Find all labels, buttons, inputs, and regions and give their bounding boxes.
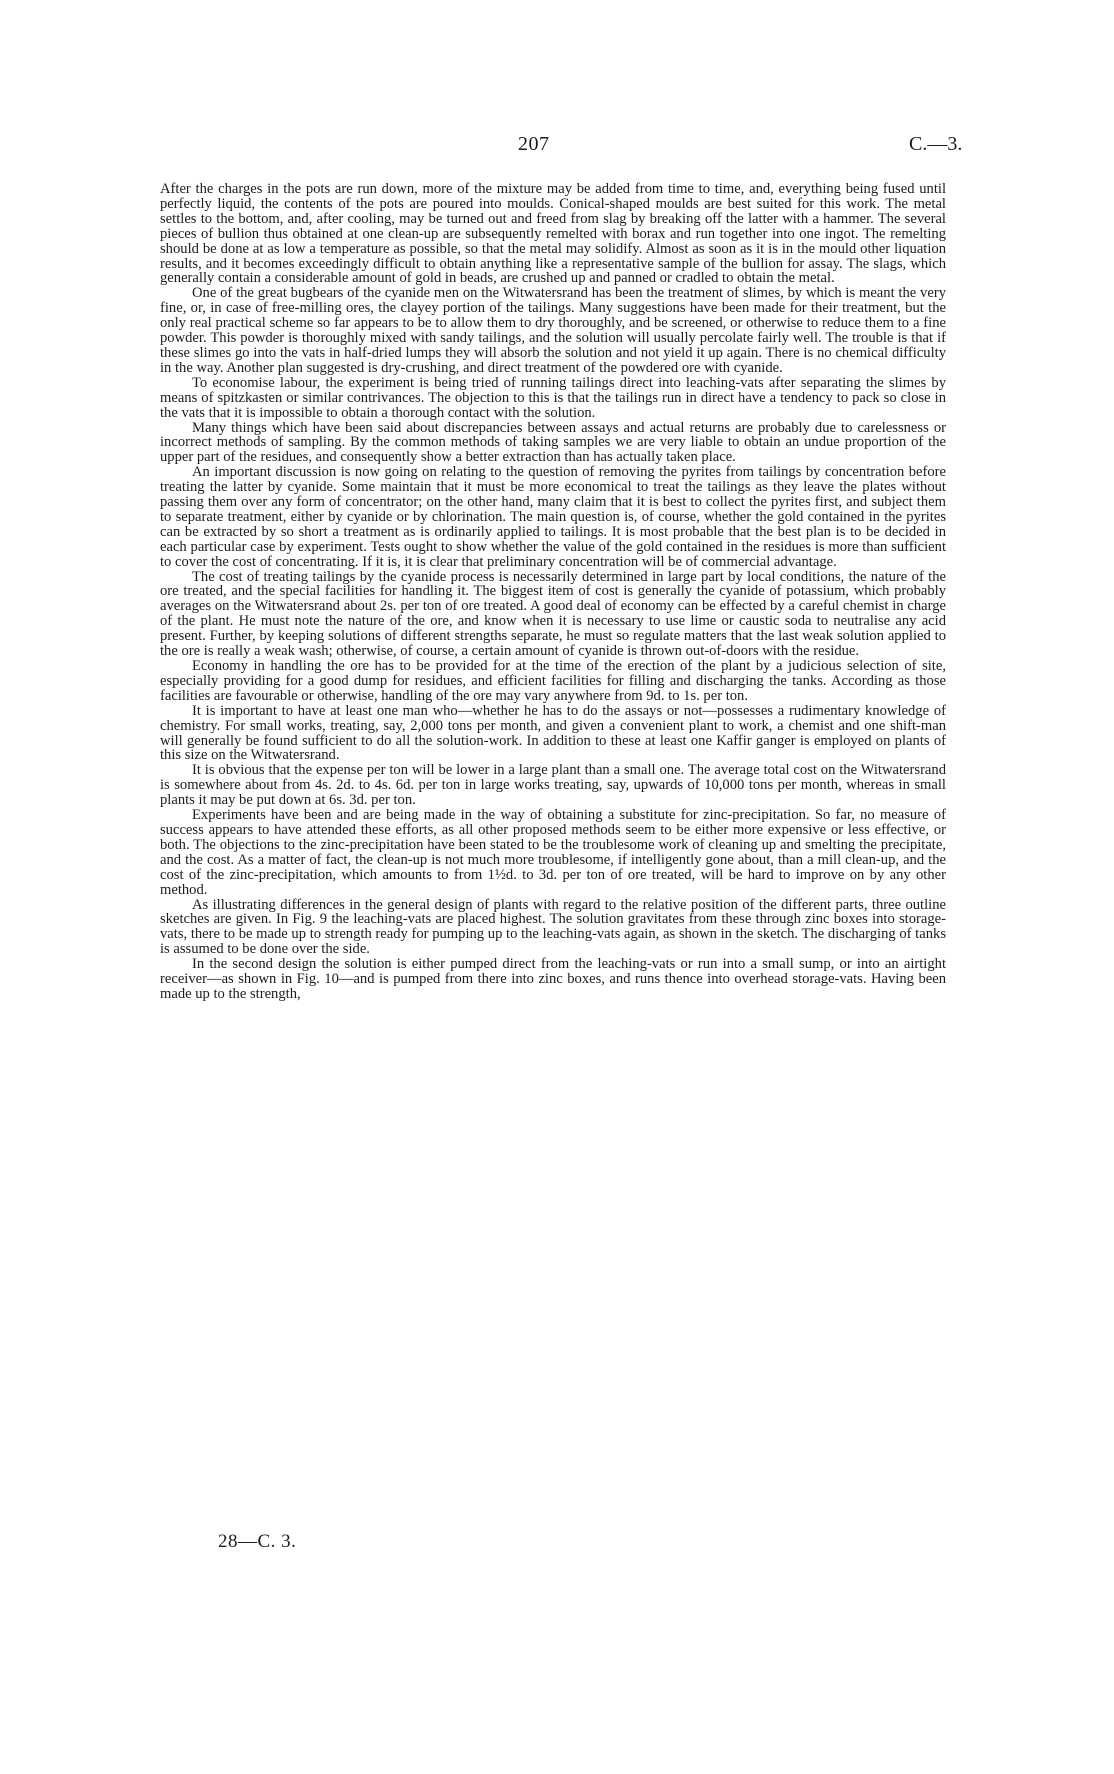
paragraph: It is important to have at least one man who—whether he has to do the assays or not—possesses a rudimentary knowledge of chemistry. For small works, treating, say, 2,000 tons per month, and given a convenient plant to work, a chemist and one shift-man will generally be found sufficient to do all the solution-work. In addition to these at least one Kaffir ganger is employed on plants of this size on the Witwatersrand. [160, 702, 946, 764]
paragraph: An important discussion is now going on relating to the question of removing the pyrites from tailings by concentration before treating the latter by cyanide. Some maintain that it must be more economical to treat the tailings as they leave the plates without passing them over any form of concentrator; on the other hand, many claim that it is best to collect the pyrites first, and subject them to separate treatment, either by cyanide or by chlorination. The main question is, of course, whether the gold contained in the pyrites can be extracted by so short a treatment as is ordinarily applied to tailings. It is most probable that the best plan is to be decided in each particular case by experiment. Tests ought to show whether the value of the gold contained in the residues is more than sufficient to cover the cost of concentrating. If it is, it is clear that preliminary concentration will be of commercial advantage. [160, 464, 946, 570]
body-text [160, 182, 946, 1002]
paragraph: One of the great bugbears of the cyanide men on the Witwatersrand has been the treatment of slimes, by which is meant the very fine, or, in case of free-milling ores, the clayey portion of the tailings. Many suggestions have been made for their treatment, but the only real practical scheme so far appears to be to allow them to dry thoroughly, and be screened, or otherwise to reduce them to a fine powder. This powder is thoroughly mixed with sandy tailings, and the solution will usually percolate fairly well. The trouble is that if these slimes go into the vats in half-dried lumps they will absorb the solution and not yield it up again. There is no chemical difficulty in the way. Another plan suggested is dry-crushing, and direct treatment of the powdered ore with cyanide. [160, 285, 946, 376]
paragraph: To economise labour, the experiment is being tried of running tailings direct into leaching-vats after separating the slimes by means of spitzkasten or similar contrivances. The objection to this is that the tailings run in direct have a tendency to pack so close in the vats that it is impossible to obtain a thorough contact with the solution. [160, 374, 946, 421]
paragraph: It is obvious that the expense per ton will be lower in a large plant than a small one. The average total cost on the Witwatersrand is somewhere about from 4s. 2d. to 4s. 6d. per ton in large works treating, say, upwards of 10,000 tons per month, whereas in small plants it may be put down at 6s. 3d. per ton. [160, 762, 946, 809]
paragraph: As illustrating differences in the general design of plants with regard to the relative position of the different parts, three outline sketches are given. In Fig. 9 the leaching-vats are placed highest. The solution gravitates from these through zinc boxes into storage-vats, there to be made up to strength ready for pumping up to the leaching-vats again, as shown in the sketch. The discharging of tanks is assumed to be done over the side. [160, 896, 946, 958]
printer-signature: 28—C. 3. [218, 1531, 297, 1552]
page-number: 207 [518, 133, 550, 155]
paragraph: Economy in handling the ore has to be provided for at the time of the erection of the plant by a judicious selection of site, especially providing for a good dump for residues, and efficient facilities for filling and discharging the tanks. According as those facilities are favourable or otherwise, handling of the ore may vary anywhere from 9d. to 1s. per ton. [160, 658, 946, 704]
paragraph: After the charges in the pots are run down, more of the mixture may be added from time to time, and, everything being fused until perfectly liquid, the contents of the pots are poured into moulds. Conical-shaped moulds are best suited for this work. The metal settles to the bottom, and, after cooling, may be turned out and freed from slag by breaking off the latter with a hammer. The several pieces of bullion thus obtained at one clean-up are subsequently remelted with borax and run together into one ingot. The remelting should be done at as low a temperature as possible, so that the metal may solidify. Almost as soon as it is in the mould other liquation results, and it becomes exceedingly difficult to obtain anything like a representative sample of the bullion for assay. The slags, which generally contain a considerable amount of gold in beads, are crushed up and panned or cradled to obtain the metal. [160, 181, 946, 287]
paragraph: The cost of treating tailings by the cyanide process is necessarily determined in large part by local conditions, the nature of the ore treated, and the special facilities for handling it. The biggest item of cost is generally the cyanide of potassium, which probably averages on the Witwatersrand about 2s. per ton of ore treated. A good deal of economy can be effected by a careful chemist in charge of the plant. He must note the nature of the ore, and know when it is necessary to use lime or caustic soda to neutralise any acid present. Further, by keeping solutions of different strengths separate, he must so regulate matters that the last weak solution applied to the ore is really a weak wash; otherwise, of course, a certain amount of cyanide is thrown out-of-doors with the residue. [160, 568, 946, 660]
paragraph: In the second design the solution is either pumped direct from the leaching-vats or run into a small sump, or into an airtight receiver—as shown in Fig. 10—and is pumped from there into zinc boxes, and runs thence into overhead storage-vats. Having been made up to the strength, [160, 956, 946, 1002]
paragraph: Many things which have been said about discrepancies between assays and actual returns are probably due to carelessness or incorrect methods of sampling. By the common methods of taking samples we are very liable to obtain an undue proportion of the upper part of the residues, and consequently show a better extraction than has actually taken place. [160, 419, 946, 466]
document-reference: C.—3. [909, 133, 963, 155]
paragraph: Experiments have been and are being made in the way of obtaining a substitute for zinc-precipitation. So far, no measure of success appears to have attended these efforts, as all other proposed methods seem to be either more expensive or less effective, or both. The objections to the zinc-precipitation have been stated to be the troublesome work of cleaning up and smelting the precipitate, and the cost. As a matter of fact, the clean-up is not much more troublesome, if intelligently gone about, than a mill clean-up, and the cost of the zinc-precipitation, which amounts to from 1½d. to 3d. per ton of ore treated, will be hard to improve on by any other method. [160, 807, 946, 898]
